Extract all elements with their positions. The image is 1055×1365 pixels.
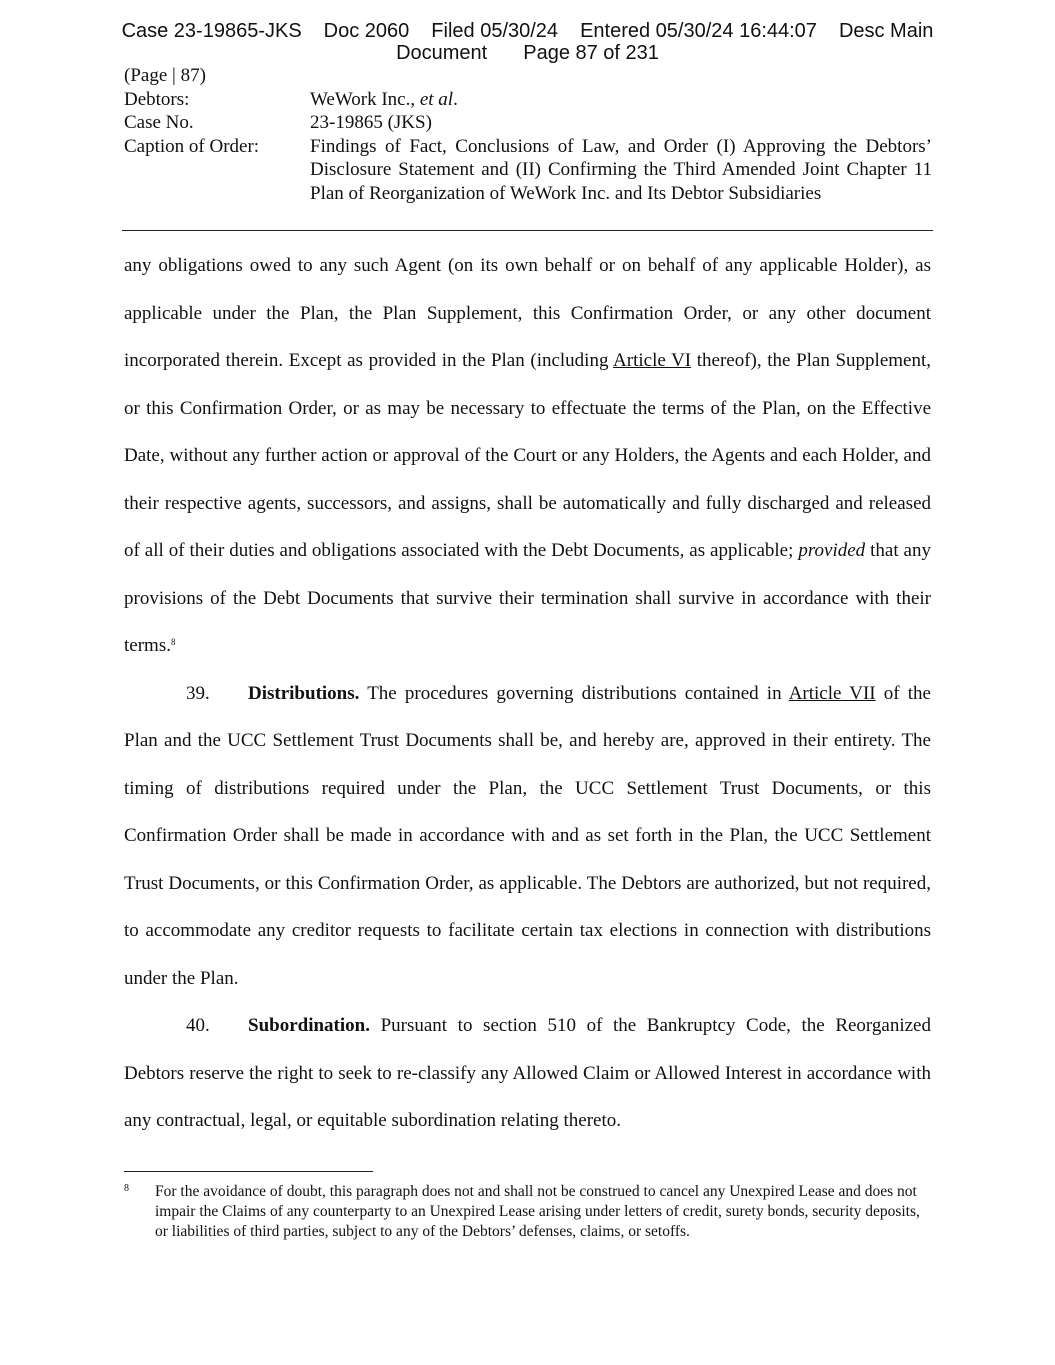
caption-header [124, 64, 932, 205]
document-body [124, 242, 931, 1145]
case-value: 23-19865 (JKS) [310, 112, 432, 133]
paragraph-continuation [124, 242, 931, 670]
paragraph-40 [124, 1002, 931, 1145]
banner-filed: Filed 05/30/24 [431, 20, 559, 42]
footnote-text: For the avoidance of doubt, this paragraph does not and shall not be construed to cancel any Unexpired Lease and does not impair the Claims of any counterparty to an Unexpired Lease arising under letters of credit, surety bonds, security deposits, or liabilities of third parties, subject to any of the Debtors’ defenses, claims, or setoffs. [155, 1183, 920, 1240]
banner-document: Document [396, 42, 488, 64]
p1-text-b: thereof), the Plan Supplement, or this Confirmation Order, or as may be necessary to effectuate the terms of the Plan, on the Effective Date, without any further action or approval of the Court or any Holders, the Agents and each Holder, and their respective agents, successors, and assigns, shall be automatically and fully discharged and released of all of their duties and obligations associated with the Debt Documents, as applicable; [124, 350, 931, 561]
p2-text-b: of the Plan and the UCC Settlement Trust Documents shall be, and hereby are, approved in their entirety. The timing of distributions required under the Plan, the UCC Settlement Trust Documents, or this Confirmation Order shall be made in accordance with and as set forth in the Plan, the UCC Settlement Trust Documents, or this Confirmation Order, as applicable. The Debtors are authorized, but not required, to accommodate any creditor requests to facilitate certain tax elections in connection with distributions under the Plan. [124, 682, 931, 989]
p2-text-a: The procedures governing distributions contained in [359, 682, 789, 704]
p1-text-c: that any provisions of the Debt Documents that survive their termination shall survive in accordance with their terms. [124, 540, 931, 656]
p3-text-a: Pursuant to section 510 of the Bankruptcy Code, the Reorganized Debtors reserve the right to seek to re-classify any Allowed Claim or Allowed Interest in accordance with any contractual, legal, or equitable subordination relating thereto. [124, 1015, 931, 1131]
banner-page-of: Page 87 of 231 [523, 42, 659, 64]
paragraph-number: 39. [186, 682, 210, 704]
caption-value: Findings of Fact, Conclusions of Law, and Order (I) Approving the Debtors’ Disclosure Statement and (II) Confirming the Third Amended Joint Chapter 11 Plan of Reorganization of WeWork Inc. and Its Debtor Subsidiaries [310, 135, 932, 204]
article-vii-link: Article VII [788, 682, 876, 704]
banner-desc: Desc Main [838, 20, 934, 42]
header-divider [122, 230, 933, 231]
debtors-name: WeWork Inc., [310, 88, 420, 110]
footnote-reference: 8 [170, 637, 176, 647]
p1-italic: provided [798, 540, 866, 561]
banner-doc: Doc 2060 [323, 20, 410, 42]
paragraph-number: 40. [186, 1015, 210, 1036]
banner-line-2 [0, 42, 1055, 64]
case-label: Case No. [124, 112, 194, 133]
banner-entered: Entered 05/30/24 16:44:07 [580, 20, 817, 42]
debtors-period: . [453, 88, 458, 110]
caption-label: Caption of Order: [124, 135, 260, 157]
debtors-etal: et al [419, 88, 454, 110]
paragraph-heading: Distributions. [248, 682, 360, 704]
debtors-label: Debtors: [124, 88, 190, 110]
court-filing-banner [0, 20, 1055, 64]
p1-text-a: any obligations owed to any such Agent (on its own behalf or on behalf of any applicable Holder), as applicable under the Plan, the Plan Supplement, this Confirmation Order, or any other document incorporated therein. Except as provided in the Plan (including [124, 255, 931, 371]
paragraph-39 [124, 670, 931, 1003]
page-number: (Page | 87) [124, 65, 206, 86]
paragraph-heading: Subordination. [248, 1015, 370, 1036]
footnote-number: 8 [124, 1183, 129, 1194]
banner-case: Case 23-19865-JKS [121, 20, 302, 42]
banner-line-1 [0, 20, 1055, 42]
footnote [124, 1182, 932, 1242]
article-vi-link: Article VI [613, 350, 692, 371]
footnote-divider [124, 1171, 373, 1172]
debtors-value [310, 88, 932, 112]
